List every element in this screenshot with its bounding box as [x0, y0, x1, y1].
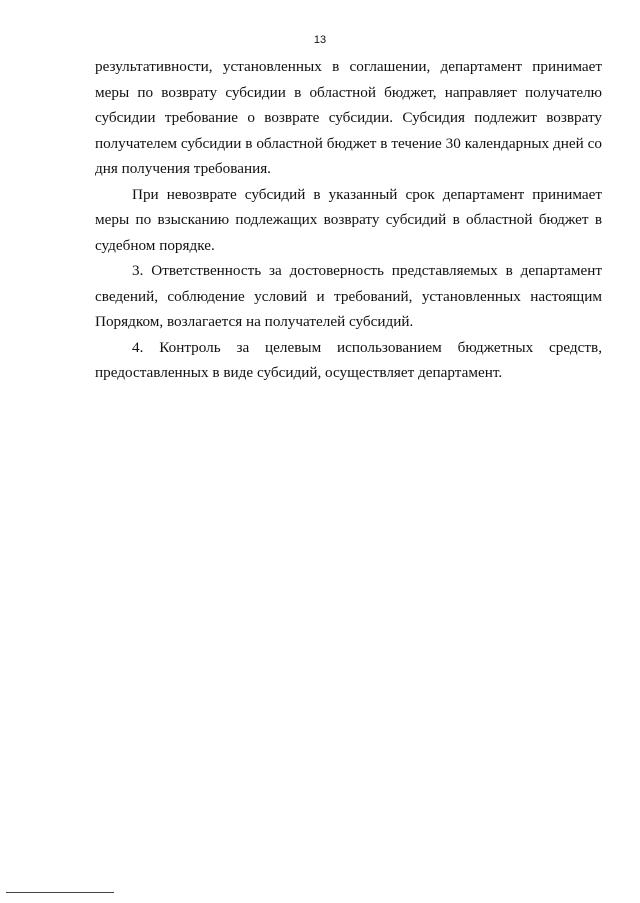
document-body: [95, 54, 602, 386]
page-number: 13: [313, 34, 327, 46]
paragraph-clause-3: 3. Ответственность за достоверность представляемых в департамент сведений, соблюдение условий и требований, установленных настоящим Порядком, возлагается на получателей субсидий.: [95, 262, 602, 330]
paragraph-continuation: результативности, установленных в соглашении, департамент принимает меры по возврату субсидии в областной бюджет, направляет получателю субсидии требование о возврате субсидии. Субсидия подлежит возврату получателем субсидии в областной бюджет в течение 30 календарных дней со дня получения требования.: [95, 58, 602, 177]
paragraph-recovery-in-court: При невозврате субсидий в указанный срок департамент принимает меры по взысканию подлежащих возврату субсидий в областной бюджет в судебном порядке.: [95, 185, 602, 254]
paragraph-clause-4: 4. Контроль за целевым использованием бюджетных средств, предоставленных в виде субсидий, осуществляет департамент.: [95, 338, 602, 381]
footer-rule: [6, 892, 114, 893]
